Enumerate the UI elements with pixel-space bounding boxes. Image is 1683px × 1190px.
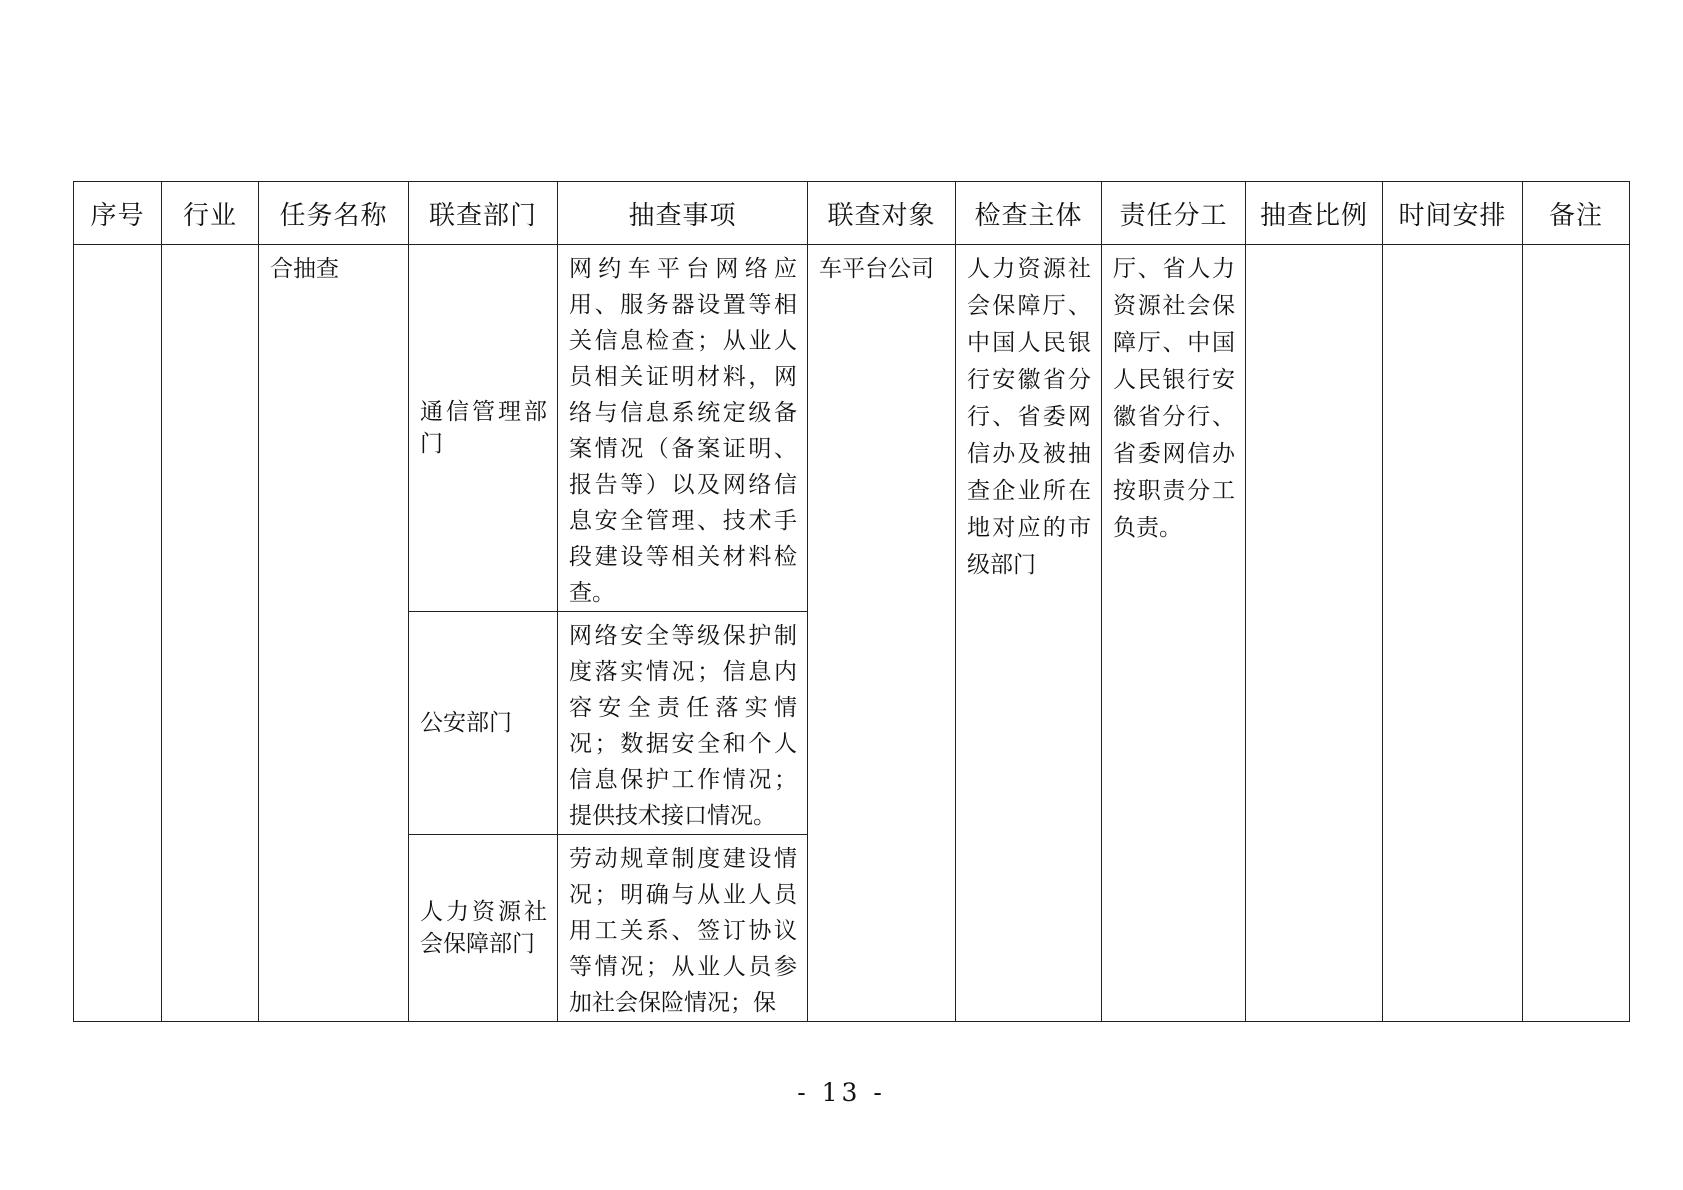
header-target: 联查对象 bbox=[808, 182, 956, 245]
header-schedule: 时间安排 bbox=[1383, 182, 1523, 245]
dept-text: 人力资源社会保障部门 bbox=[420, 899, 547, 957]
cell-inspection-body bbox=[956, 245, 1102, 1022]
page-number: - 13 - bbox=[797, 1078, 886, 1107]
dept-text: 通信管理部门 bbox=[420, 399, 547, 457]
table-row bbox=[74, 245, 1630, 612]
cell-index bbox=[74, 245, 162, 1022]
check-items-text: 网络安全等级保护制度落实情况；信息内容安全责任落实情况；数据安全和个人信息保护工作情况；提供技术接口情况。 bbox=[569, 623, 797, 829]
target-text: 车平台公司 bbox=[819, 256, 934, 282]
responsibility-text: 厅、省人力资源社会保障厅、中国人民银行安徽省分行、省委网信办按职责分工负责。 bbox=[1113, 256, 1235, 541]
cell-remarks bbox=[1523, 245, 1630, 1022]
header-remarks: 备注 bbox=[1523, 182, 1630, 245]
cell-check-items bbox=[558, 245, 808, 612]
cell-schedule bbox=[1383, 245, 1523, 1022]
cell-check-items bbox=[558, 835, 808, 1022]
header-responsibility: 责任分工 bbox=[1102, 182, 1246, 245]
header-sampling-ratio: 抽查比例 bbox=[1246, 182, 1383, 245]
cell-responsibility bbox=[1102, 245, 1246, 1022]
inspection-body-text: 人力资源社会保障厅、中国人民银行安徽省分行、省委网信办及被抽查企业所在地对应的市级部门 bbox=[967, 256, 1091, 578]
cell-joint-dept bbox=[409, 245, 558, 612]
inspection-table-container bbox=[73, 181, 1630, 1022]
check-items-text: 劳动规章制度建设情况；明确与从业人员用工关系、签订协议等情况；从业人员参加社会保险情况；保 bbox=[569, 846, 797, 1016]
header-inspection-body: 检查主体 bbox=[956, 182, 1102, 245]
cell-task-name bbox=[259, 245, 409, 1022]
header-check-items: 抽查事项 bbox=[558, 182, 808, 245]
cell-joint-dept bbox=[409, 835, 558, 1022]
header-index: 序号 bbox=[74, 182, 162, 245]
header-joint-dept: 联查部门 bbox=[409, 182, 558, 245]
cell-target bbox=[808, 245, 956, 1022]
check-items-text: 网约车平台网络应用、服务器设置等相关信息检查；从业人员相关证明材料，网络与信息系统定级备案情况（备案证明、报告等）以及网络信息安全管理、技术手段建设等相关材料检查。 bbox=[569, 256, 797, 606]
dept-text: 公安部门 bbox=[420, 710, 512, 736]
table-header-row bbox=[74, 182, 1630, 245]
cell-industry bbox=[162, 245, 259, 1022]
task-name-text: 合抽查 bbox=[270, 256, 339, 282]
cell-joint-dept bbox=[409, 612, 558, 835]
inspection-table bbox=[73, 181, 1630, 1022]
cell-sampling-ratio bbox=[1246, 245, 1383, 1022]
header-task-name: 任务名称 bbox=[259, 182, 409, 245]
header-industry: 行业 bbox=[162, 182, 259, 245]
cell-check-items bbox=[558, 612, 808, 835]
